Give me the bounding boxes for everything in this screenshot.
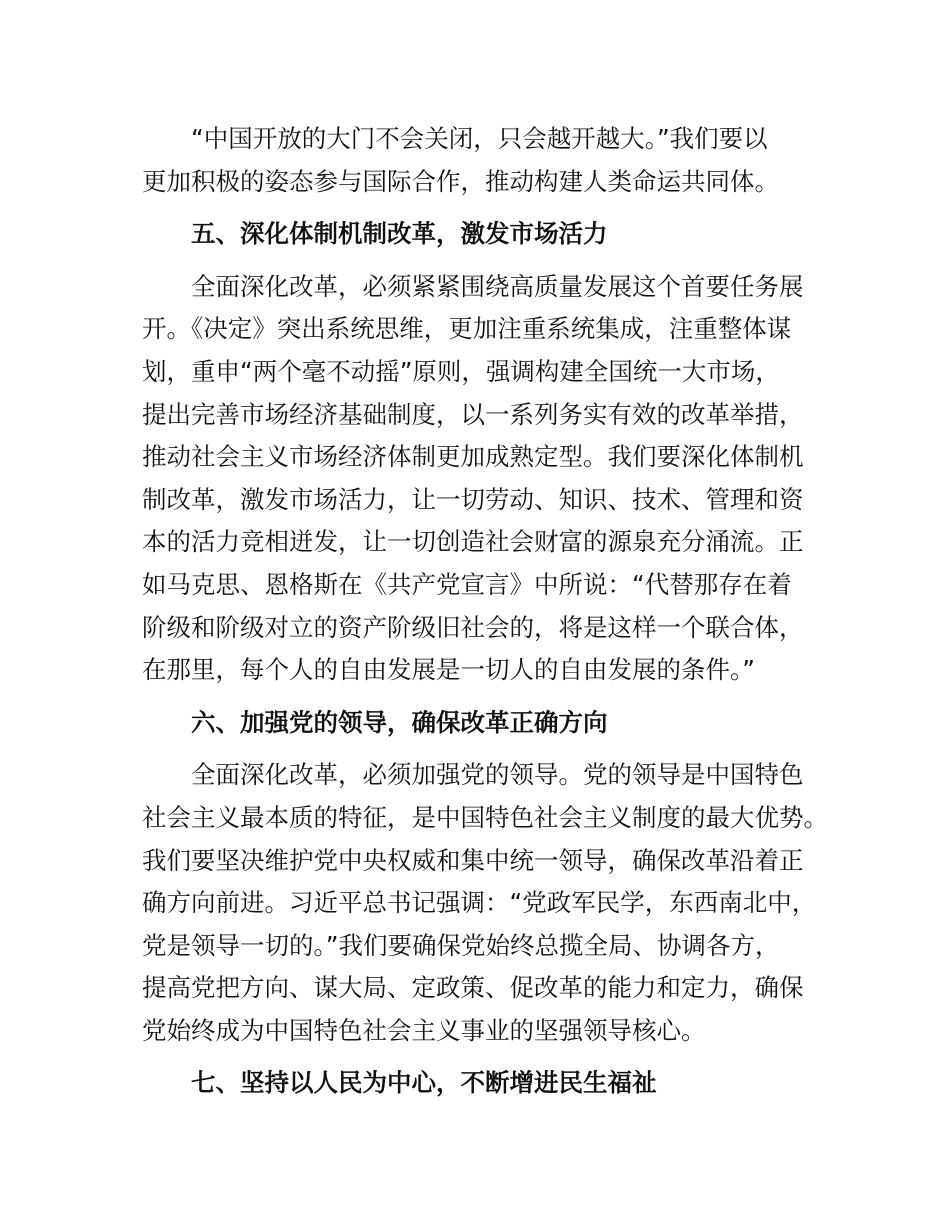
text-line: 开。《决定》突出系统思维，更加注重系统集成，注重整体谋 (142, 314, 792, 344)
section-heading-6: 六、加强党的领导，确保改革正确方向 (191, 707, 608, 737)
section-heading-5: 五、深化体制机制改革，激发市场活力 (191, 219, 608, 249)
text-line: 全面深化改革，必须紧紧围绕高质量发展这个首要任务展 (191, 271, 804, 301)
text-line: 在那里，每个人的自由发展是一切人的自由发展的条件。” (142, 655, 755, 685)
paragraph-party-leadership (142, 754, 828, 1052)
text-line: 更加积极的姿态参与国际合作，推动构建人类命运共同体。 (142, 166, 779, 196)
text-line: 如马克思、恩格斯在《共产党宣言》中所说：“代替那存在着 (142, 569, 792, 599)
section-heading-7: 七、坚持以人民为中心，不断增进民生福祉 (191, 1068, 657, 1098)
text-line: 社会主义最本质的特征，是中国特色社会主义制度的最大优势。 (142, 802, 828, 832)
paragraph-reform-market (142, 266, 822, 692)
text-line: 我们要坚决维护党中央权威和集中统一领导，确保改革沿着正 (142, 845, 804, 875)
text-line: 阶级和阶级对立的资产阶级旧社会的，将是这样一个联合体， (142, 612, 804, 642)
text-line: “中国开放的大门不会关闭，只会越开越大。”我们要以 (191, 124, 768, 153)
text-line: 制改革，激发市场活力，让一切劳动、知识、技术、管理和资 (142, 484, 804, 514)
text-line: 确方向前进。习近平总书记强调：“党政军民学，东西南北中， (142, 888, 817, 918)
text-line: 党是领导一切的。”我们要确保党始终总揽全局、协调各方， (142, 930, 780, 960)
text-line: 本的活力竞相迸发，让一切创造社会财富的源泉充分涌流。正 (142, 527, 804, 557)
text-line: 提高党把方向、谋大局、定政策、促改革的能力和定力，确保 (142, 973, 804, 1003)
text-line: 划，重申“两个毫不动摇”原则，强调构建全国统一大市场， (142, 356, 780, 386)
text-line: 党始终成为中国特色社会主义事业的坚强领导核心。 (142, 1015, 706, 1045)
text-line: 推动社会主义市场经济体制更加成熟定型。我们要深化体制机 (142, 442, 804, 472)
text-line: 提出完善市场经济基础制度，以一系列务实有效的改革举措， (142, 399, 804, 429)
text-line: 全面深化改革，必须加强党的领导。党的领导是中国特色 (191, 760, 804, 790)
document-page (142, 118, 828, 1105)
paragraph-open-door (142, 118, 822, 203)
